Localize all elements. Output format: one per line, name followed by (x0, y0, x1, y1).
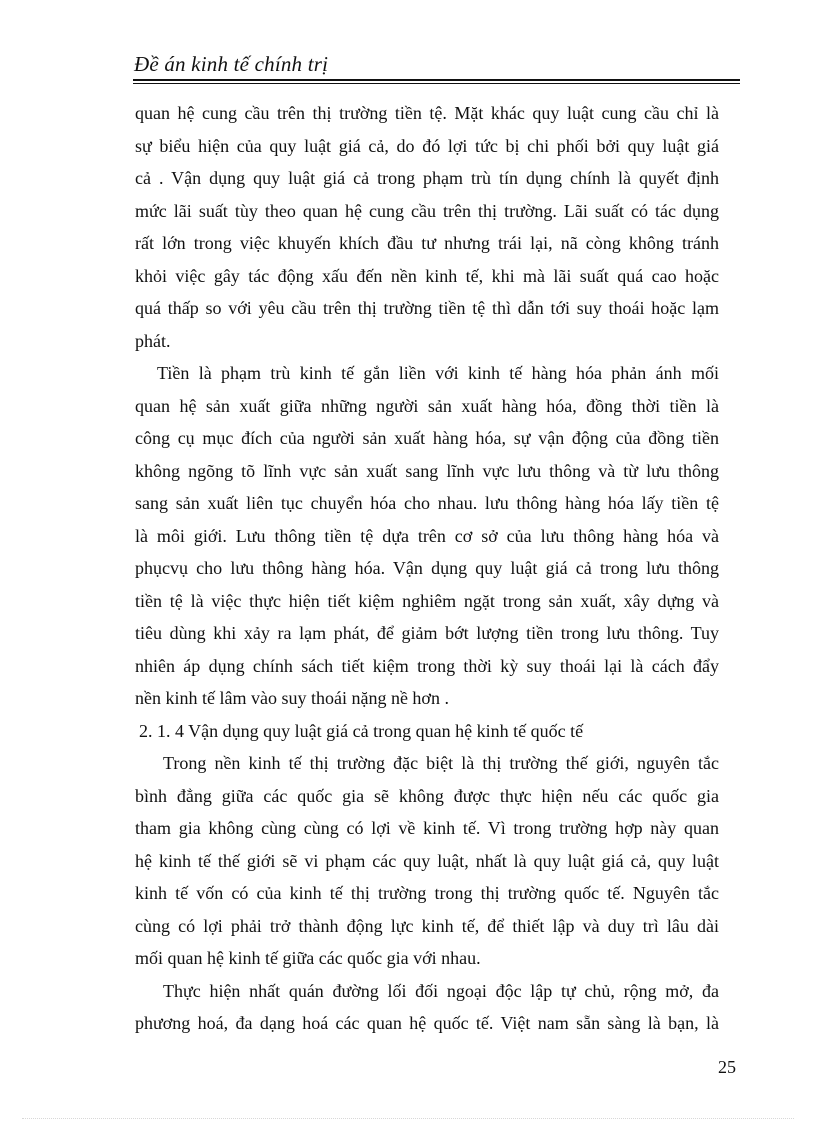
section-heading: 2. 1. 4 Vận dụng quy luật giá cả trong quan hệ kinh tế quốc tế (139, 720, 584, 741)
text-line: cả . Vận dụng quy luật giá cả trong phạm trù tín dụng chính là quyết định (135, 168, 719, 188)
text-line: không ngõng tõ lĩnh vực sản xuất sang lĩnh vực lưu thông và từ lưu thông (135, 460, 719, 481)
header-title: Đề án kinh tế chính trị (134, 52, 329, 76)
text-line: phụcvụ cho lưu thông hàng hóa. Vận dụng quy luật giá cả trong lưu thông (135, 558, 719, 578)
text-line: tham gia không cùng cùng có lợi về kinh tế. Vì trong trường hợp này quan (135, 818, 719, 838)
text-line: sang sản xuất liên tục chuyển hóa cho nhau. lưu thông hàng hóa lấy tiền tệ (135, 493, 719, 513)
page-number: 25 (718, 1057, 736, 1077)
text-line: bình đẳng giữa các quốc gia sẽ không được thực hiện nếu các quốc gia (135, 785, 719, 806)
text-line: khỏi việc gây tác động xấu đến nền kinh tế, khi mà lãi suất quá cao hoặc (135, 265, 719, 286)
text-line: công cụ mục đích của người sản xuất hàng hóa, sự vận động của đồng tiền (135, 428, 719, 448)
text-line: mối quan hệ kinh tế giữa các quốc gia với nhau. (135, 948, 481, 968)
body-text (135, 97, 719, 1040)
text-line: rất lớn trong việc khuyến khích đầu tư nhưng trái lại, nã còng không tránh (135, 233, 719, 253)
page-bottom-divider (22, 1118, 794, 1119)
text-line: mức lãi suất tùy theo quan hệ cung cầu trên thị trường. Lãi suất có tác dụng (135, 200, 719, 221)
text-line: sự biểu hiện của quy luật giá cả, do đó lợi tức bị chi phối bởi quy luật giá (135, 135, 719, 156)
text-line: Thực hiện nhất quán đường lối đối ngoại độc lập tự chủ, rộng mở, đa (163, 980, 719, 1001)
text-line: cùng có lợi phải trở thành động lực kinh tế, để thiết lập và duy trì lâu dài (135, 915, 719, 936)
text-line: Tiền là phạm trù kinh tế gắn liền với kinh tế hàng hóa phản ánh mối (157, 363, 719, 383)
text-line: quá thấp so với yêu cầu trên thị trường tiền tệ thì dẫn tới suy thoái hoặc lạm (135, 298, 719, 318)
header-rule-thick (133, 79, 740, 81)
text-line: phát. (135, 330, 171, 351)
text-line: Trong nền kinh tế thị trường đặc biệt là thị trường thế giới, nguyên tắc (163, 753, 719, 773)
text-line: quan hệ sản xuất giữa những người sản xuất hàng hóa, đồng thời tiền là (135, 395, 719, 416)
text-line: là môi giới. Lưu thông tiền tệ dựa trên cơ sở của lưu thông hàng hóa và (135, 525, 719, 546)
text-line: hệ kinh tế thế giới sẽ vi phạm các quy luật, nhất là quy luật giá cả, quy luật (135, 850, 719, 871)
text-line: phương hoá, đa dạng hoá các quan hệ quốc tế. Việt nam sẵn sàng là bạn, là (135, 1013, 719, 1033)
text-line: kinh tế vốn có của kinh tế thị trường trong thị trường quốc tế. Nguyên tắc (135, 883, 719, 903)
header-rule-thin (133, 83, 740, 84)
text-line: nhiên áp dụng chính sách tiết kiệm trong thời kỳ suy thoái lại là cách đẩy (135, 655, 719, 676)
text-line: nền kinh tế lâm vào suy thoái nặng nề hơn . (135, 688, 449, 708)
text-line: tiêu dùng khi xảy ra lạm phát, để giảm bớt lượng tiền trong lưu thông. Tuy (135, 623, 719, 643)
text-line: tiền tệ là việc thực hiện tiết kiệm nghiêm ngặt trong sản xuất, xây dựng và (135, 590, 719, 611)
text-line: quan hệ cung cầu trên thị trường tiền tệ. Mặt khác quy luật cung cầu chỉ là (135, 103, 719, 123)
